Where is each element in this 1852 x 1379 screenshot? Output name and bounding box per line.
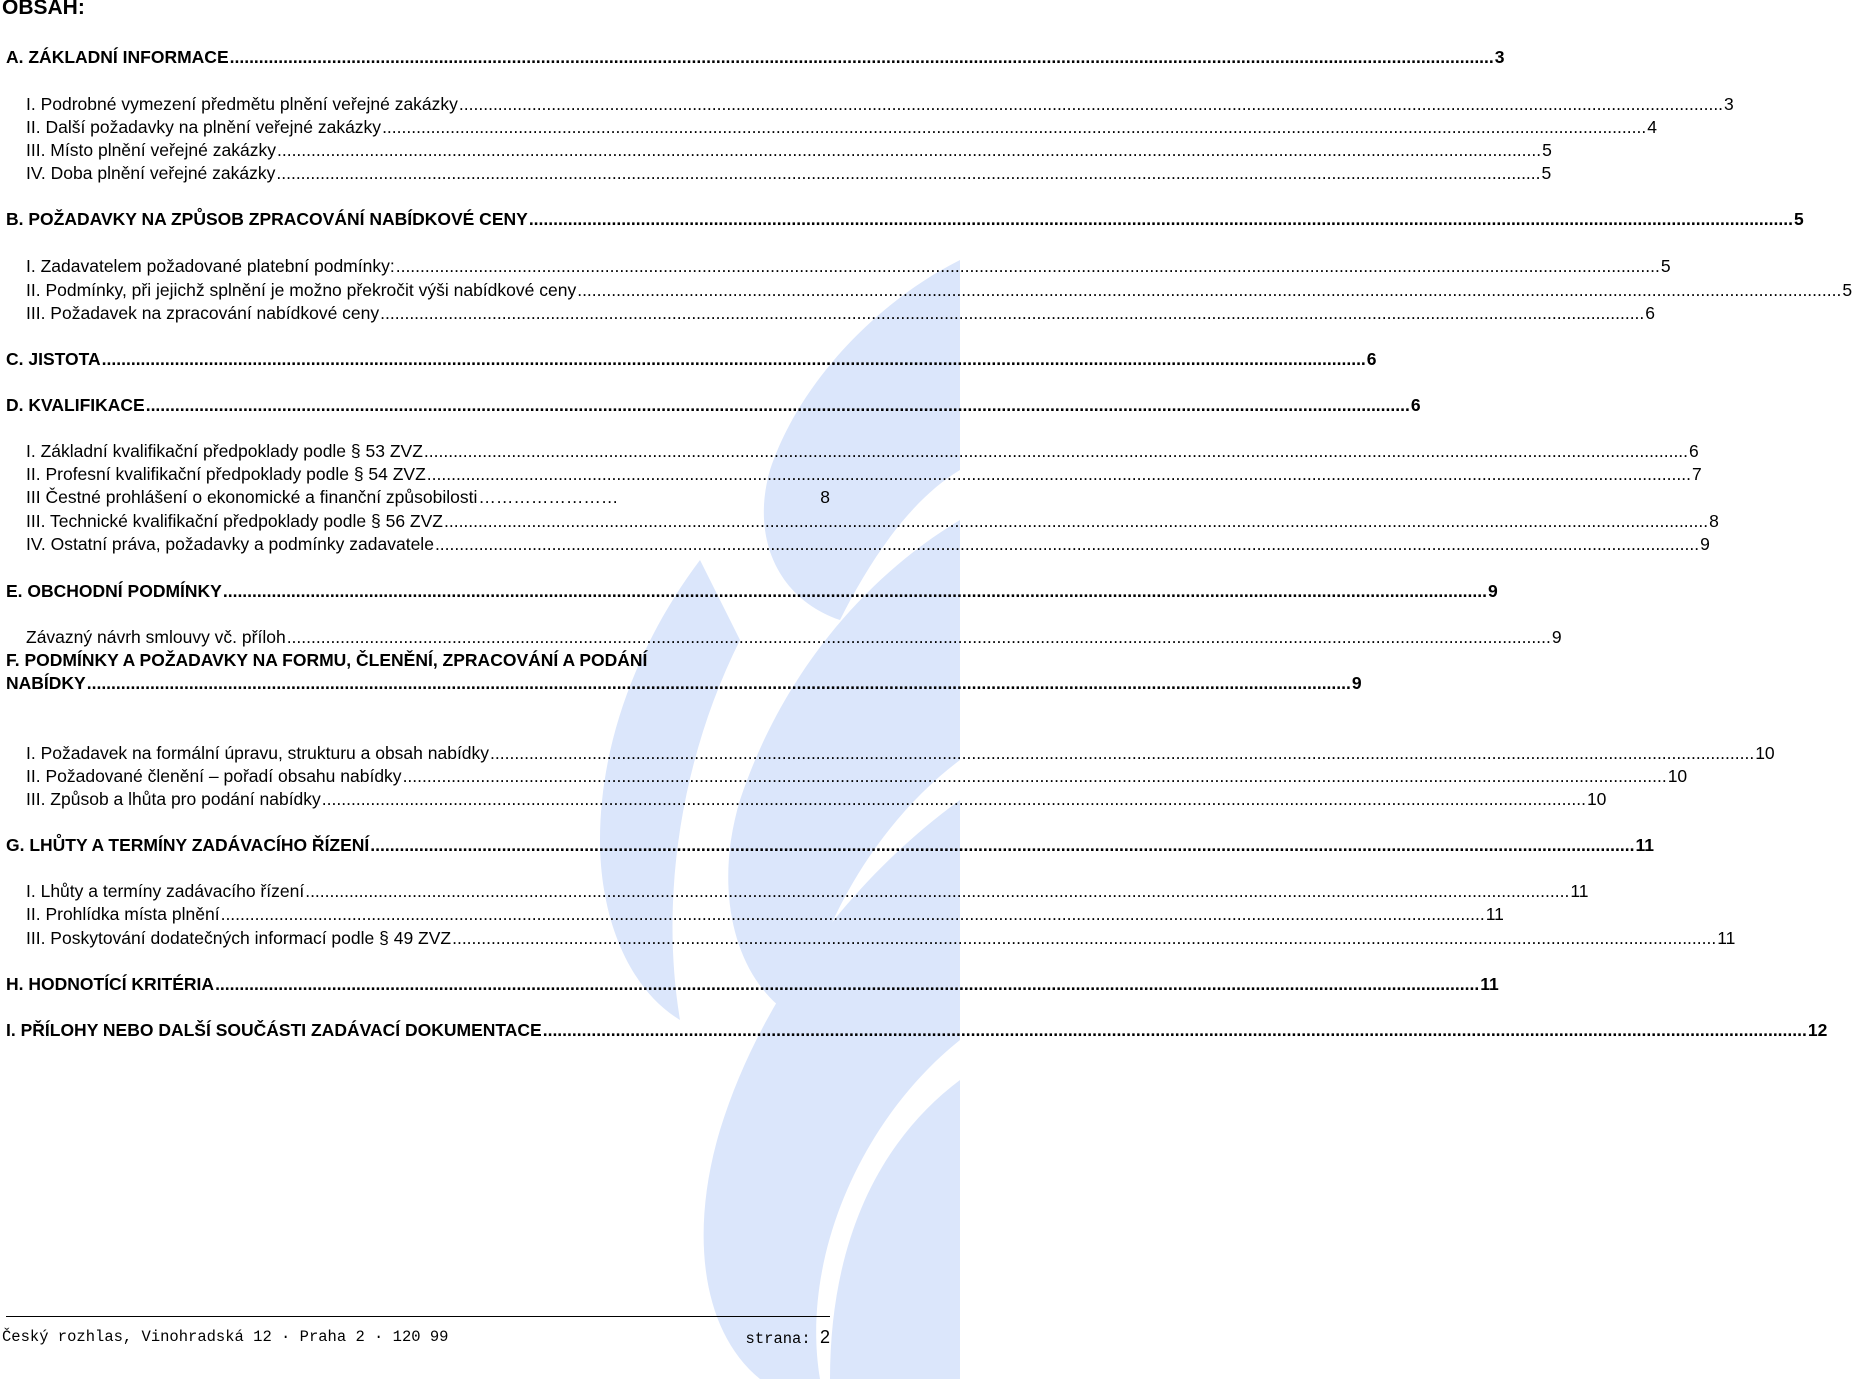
toc-entry[interactable] [26, 533, 1710, 556]
toc-page-number: 3 [1494, 47, 1505, 67]
toc-page-number: 9 [1551, 627, 1562, 647]
toc-entry[interactable] [26, 927, 1736, 950]
toc-entry[interactable] [26, 788, 1607, 811]
toc-entry[interactable] [6, 834, 1654, 857]
toc-leader: .................................................................................................................................................................................................................................................................... [577, 280, 1842, 300]
toc-leader: .................................................................................................................................................................................................................................................................... [490, 743, 1755, 763]
toc-page-number: 11 [1717, 928, 1736, 948]
footer-page-label: strana: [745, 1330, 811, 1348]
toc-entry[interactable] [26, 626, 1562, 649]
toc-entry-title: Závazný návrh smlouvy vč. příloh [26, 627, 286, 647]
toc-page-number: 9 [1700, 534, 1710, 554]
toc-entry-title-continued: NABÍDKY [6, 673, 86, 693]
toc-entry[interactable] [6, 650, 1362, 695]
toc-entry-title: I. PŘÍLOHY NEBO DALŠÍ SOUČÁSTI ZADÁVACÍ DOKUMENTACE [6, 1020, 542, 1040]
toc-page-number: 6 [1366, 349, 1377, 369]
toc-leader: .................................................................................................................................................................................................................................................................... [276, 140, 1542, 160]
footer-page [746, 1327, 830, 1349]
toc-page-number: 5 [1542, 140, 1552, 160]
toc-entry[interactable] [6, 208, 1804, 231]
toc-entry-title: II. Prohlídka místa plnění [26, 904, 220, 924]
toc-page-number: 4 [1647, 117, 1657, 137]
toc-entry[interactable] [6, 973, 1499, 996]
toc-entry-title: III Čestné prohlášení o ekonomické a finanční způsobilosti [26, 487, 478, 507]
toc-entry-title: I. Základní kvalifikační předpoklady podle § 53 ZVZ [26, 441, 423, 461]
toc-entry[interactable] [6, 580, 1498, 603]
toc-page-number: 9 [1488, 581, 1498, 601]
toc-entry-title: B. POŽADAVKY NA ZPŮSOB ZPRACOVÁNÍ NABÍDKOVÉ CENY [6, 209, 528, 229]
toc-entry[interactable] [26, 742, 1775, 765]
toc-page-number: 10 [1586, 789, 1607, 809]
toc-entry-title: II. Podmínky, při jejichž splnění je možno překročit výši nabídkové ceny [26, 280, 577, 300]
footer [2, 1327, 830, 1349]
toc-page-number: 5 [1660, 256, 1671, 276]
footer-page-number: 2 [819, 1327, 830, 1347]
toc-page-number: 8 [820, 487, 830, 507]
toc-entry-title: D. KVALIFIKACE [6, 395, 145, 415]
toc-entry[interactable] [6, 348, 1377, 371]
toc-leader: .................................................................................................................................................................................................................................................................... [528, 209, 1793, 229]
toc-page-number: 11 [1485, 904, 1504, 924]
toc-leader: .................................................................................................................................................................................................................................................................... [215, 974, 1480, 994]
toc-page-number: 7 [1691, 464, 1702, 484]
toc-entry[interactable] [6, 394, 1421, 417]
toc-entry-title: I. Lhůty a termíny zadávacího řízení [26, 881, 305, 901]
toc-page-number: 3 [1724, 94, 1734, 114]
toc-leader: .................................................................................................................................................................................................................................................................... [458, 94, 1724, 114]
toc-entry-title: C. JISTOTA [6, 349, 101, 369]
toc-entry-title: G. LHŮTY A TERMÍNY ZADÁVACÍHO ŘÍZENÍ [6, 835, 370, 855]
toc-entry-title: III. Způsob a lhůta pro podání nabídky [26, 789, 321, 809]
toc-leader: .................................................................................................................................................................................................................................................................... [434, 534, 1700, 554]
page-title: OBSAH: [2, 0, 85, 19]
toc-entry-title: A. ZÁKLADNÍ INFORMACE [6, 47, 229, 67]
toc-page-number: 5 [1842, 280, 1852, 300]
toc-entry[interactable] [26, 880, 1589, 903]
toc-page-number: 10 [1755, 743, 1775, 763]
toc-entry-title: IV. Doba plnění veřejné zakázky [26, 163, 276, 183]
toc-entry-title: II. Požadované členění – pořadí obsahu nabídky [26, 766, 402, 786]
toc-leader: .................................................................................................................................................................................................................................................................... [402, 766, 1667, 786]
toc-page-number: 11 [1570, 881, 1589, 901]
toc-leader: .................................................................................................................................................................................................................................................................... [220, 904, 1485, 924]
toc-entry[interactable] [26, 162, 1552, 185]
toc-entry[interactable] [26, 93, 1734, 116]
toc-entry-title: III. Poskytování dodatečných informací podle § 49 ZVZ [26, 928, 452, 948]
toc-entry[interactable] [26, 463, 1702, 486]
toc-entry-title: F. PODMÍNKY A POŽADAVKY NA FORMU, ČLENĚNÍ, ZPRACOVÁNÍ A PODÁNÍ [6, 650, 648, 670]
toc-entry[interactable] [26, 486, 830, 509]
toc-leader: .................................................................................................................................................................................................................................................................... [426, 464, 1691, 484]
toc-page-number: 11 [1480, 974, 1499, 994]
toc-leader: …………………… [478, 487, 619, 507]
toc-leader: .................................................................................................................................................................................................................................................................... [380, 303, 1645, 323]
toc-entry[interactable] [6, 46, 1505, 69]
toc-leader: .................................................................................................................................................................................................................................................................... [305, 881, 1570, 901]
toc-leader: .................................................................................................................................................................................................................................................................... [382, 117, 1647, 137]
toc-leader: .................................................................................................................................................................................................................................................................... [276, 163, 1541, 183]
toc-entry-title: I. Podrobné vymezení předmětu plnění veřejné zakázky [26, 94, 458, 114]
toc-entry-title: IV. Ostatní práva, požadavky a podmínky zadavatele [26, 534, 434, 554]
toc-entry[interactable] [26, 279, 1852, 302]
toc-leader: .................................................................................................................................................................................................................................................................... [370, 835, 1635, 855]
toc-entry[interactable] [26, 903, 1504, 926]
toc-leader: .................................................................................................................................................................................................................................................................... [452, 928, 1717, 948]
toc-page-number: 8 [1709, 511, 1719, 531]
toc-leader: .................................................................................................................................................................................................................................................................... [321, 789, 1586, 809]
toc-entry-title: I. Požadavek na formální úpravu, strukturu a obsah nabídky [26, 743, 490, 763]
footer-address: Český rozhlas, Vinohradská 12 · Praha 2 · 120 99 [2, 1328, 449, 1346]
toc-leader: .................................................................................................................................................................................................................................................................... [286, 627, 1551, 647]
toc-entry[interactable] [26, 302, 1656, 325]
toc-entry[interactable] [26, 116, 1657, 139]
toc-page-number: 6 [1689, 441, 1699, 461]
toc-entry-title: I. Zadavatelem požadované platební podmínky: [26, 256, 395, 276]
toc-entry-title: III. Požadavek na zpracování nabídkové ceny [26, 303, 380, 323]
toc-entry[interactable] [26, 510, 1719, 533]
toc-page-number: 5 [1541, 163, 1552, 183]
toc-entry[interactable] [26, 139, 1552, 162]
footer-divider [6, 1316, 830, 1317]
toc-page-number: 12 [1807, 1020, 1828, 1040]
toc-leader: .................................................................................................................................................................................................................................................................... [222, 581, 1487, 601]
toc-page-number: 10 [1667, 766, 1688, 786]
toc-leader: .................................................................................................................................................................................................................................................................... [423, 441, 1689, 461]
toc-page-number: 9 [1351, 673, 1362, 693]
toc-entry[interactable] [26, 440, 1699, 463]
toc-leader: .................................................................................................................................................................................................................................................................... [145, 395, 1410, 415]
toc-entry-title: E. OBCHODNÍ PODMÍNKY [6, 581, 222, 601]
toc-entry-title: III. Místo plnění veřejné zakázky [26, 140, 276, 160]
toc-leader: .................................................................................................................................................................................................................................................................... [229, 47, 1494, 67]
toc-leader: .................................................................................................................................................................................................................................................................... [86, 673, 1351, 693]
toc-leader: .................................................................................................................................................................................................................................................................... [101, 349, 1366, 369]
toc-page-number: 11 [1635, 835, 1654, 855]
toc-entry[interactable] [26, 255, 1671, 278]
toc-leader: .................................................................................................................................................................................................................................................................... [443, 511, 1709, 531]
toc-entry-title: II. Profesní kvalifikační předpoklady podle § 54 ZVZ [26, 464, 426, 484]
toc-entry[interactable] [6, 1019, 1828, 1042]
toc-page-number: 5 [1793, 209, 1804, 229]
toc-page-number: 6 [1645, 303, 1656, 323]
toc-entry-title: II. Další požadavky na plnění veřejné zakázky [26, 117, 382, 137]
toc-entry-title: H. HODNOTÍCÍ KRITÉRIA [6, 974, 215, 994]
toc-page-number: 6 [1410, 395, 1421, 415]
toc-leader: .................................................................................................................................................................................................................................................................... [542, 1020, 1807, 1040]
toc-entry[interactable] [26, 765, 1688, 788]
toc-leader: .................................................................................................................................................................................................................................................................... [395, 256, 1660, 276]
toc-entry-title: III. Technické kvalifikační předpoklady podle § 56 ZVZ [26, 511, 443, 531]
